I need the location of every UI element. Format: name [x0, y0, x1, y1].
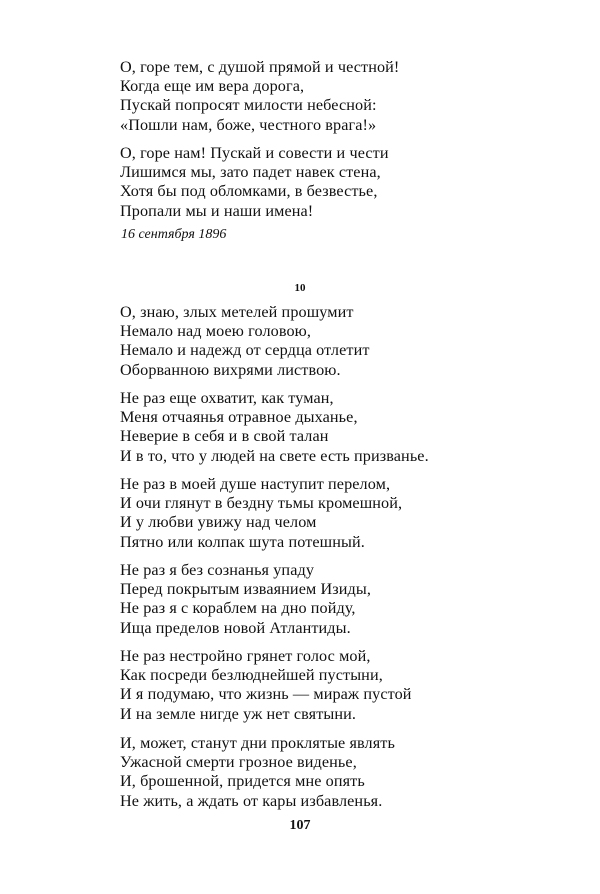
verse-line: Не жить, а ждать от кары избавленья.: [120, 791, 383, 810]
verse-line: И очи глянут в бездну тьмы кромешной,: [120, 494, 403, 513]
stanza: [120, 561, 371, 638]
page-number: 107: [289, 818, 311, 833]
verse-line: И я подумаю, что жизнь — мираж пустой: [120, 685, 412, 704]
verse-line: Пускай попросят милости небесной:: [120, 96, 377, 115]
verse-line: Не раз я с кораблем на дно пойду,: [120, 599, 356, 618]
verse-line: Меня отчаянья отравное дыханье,: [120, 408, 358, 427]
verse-line: И у любви увижу над челом: [120, 513, 317, 532]
verse-line: Пропали мы и наши имена!: [120, 201, 314, 220]
verse-line: Как посреди безлюднейшей пустыни,: [120, 666, 383, 685]
verse-line: Не раз еще охватит, как туман,: [120, 389, 334, 407]
stanza: [120, 647, 412, 724]
verse-line: Немало над моею головою,: [120, 322, 311, 341]
verse-line: Оборванною вихрями листвою.: [120, 360, 341, 379]
verse-line: Не раз я без сознанья упаду: [120, 561, 315, 579]
verse-line: И, может, станут дни проклятые являть: [120, 734, 395, 752]
verse-line: Ища пределов новой Атлантиды.: [120, 618, 351, 637]
verse-line: О, знаю, злых метелей прошумит: [120, 303, 354, 321]
verse-line: Неверие в себя и в свой талан: [120, 427, 329, 446]
verse-line: Перед покрытым изваянием Изиды,: [120, 580, 371, 599]
stanza: [120, 475, 402, 552]
verse-line: Пятно или колпак шута потешный.: [120, 532, 365, 551]
poem-number: 10: [294, 282, 306, 294]
verse-line: «Пошли нам, боже, честного врага!»: [120, 115, 377, 134]
poem-date: 16 сентября 1896: [121, 227, 227, 242]
verse-line: Ужасной смерти грозное виденье,: [120, 753, 357, 772]
verse-line: Немало и надежд от сердца отлетит: [120, 341, 370, 360]
verse-line: Не раз нестройно грянет голос мой,: [120, 647, 371, 665]
verse-line: Не раз в моей душе наступит перелом,: [120, 475, 391, 493]
verse-line: Лишимся мы, зато падет навек стена,: [120, 163, 381, 182]
stanza: [120, 303, 370, 380]
verse-line: О, горе тем, с душой прямой и честной!: [120, 58, 400, 76]
stanza: [120, 144, 389, 221]
stanza: [120, 58, 399, 135]
verse-line: И на земле нигде уж нет святыни.: [120, 704, 357, 723]
stanza: [120, 734, 395, 811]
verse-line: И, брошенной, придется мне опять: [120, 772, 365, 791]
verse-line: О, горе нам! Пускай и совести и чести: [120, 144, 389, 162]
verse-line: И в то, что у людей на свете есть призванье.: [120, 446, 429, 465]
stanza: [120, 389, 429, 466]
verse-line: Хотя бы под обломками, в безвестье,: [120, 182, 378, 201]
verse-line: Когда еще им вера дорога,: [120, 77, 305, 96]
